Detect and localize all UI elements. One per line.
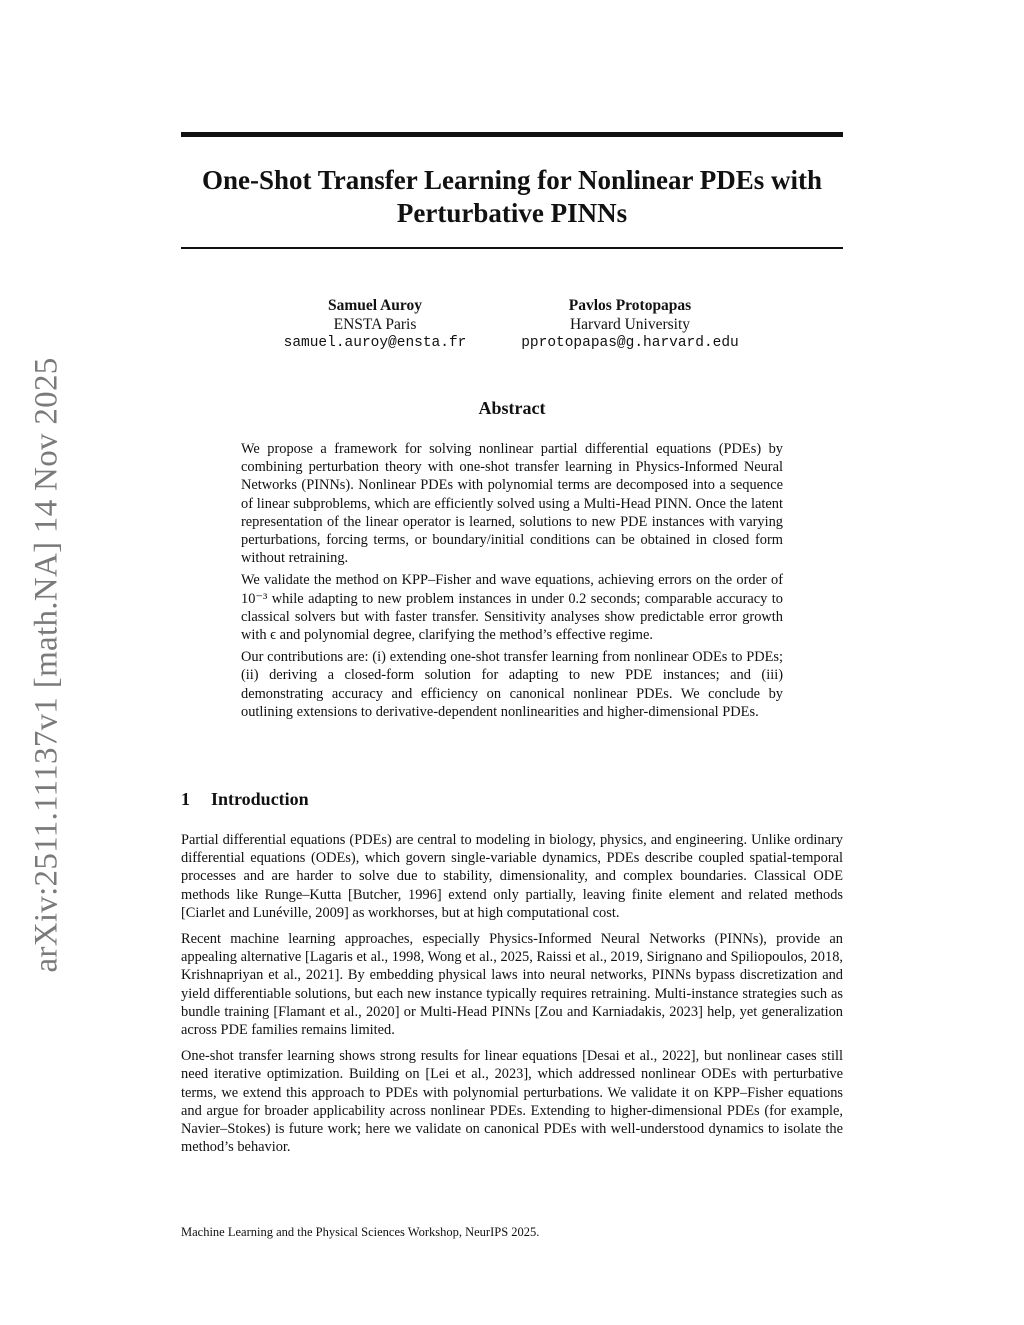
author-email[interactable]: samuel.auroy@ensta.fr [283,335,467,351]
introduction-body [181,831,843,1164]
section-heading [181,789,309,810]
section-title: Introduction [211,789,309,809]
author-block-1 [270,296,480,353]
author-affiliation: ENSTA Paris [333,316,417,333]
title-rule-bottom [181,247,843,249]
abstract-paragraph: We validate the method on KPP–Fisher and wave equations, achieving errors on the order of 10⁻³ while adapting to new problem instances in under 0.2 seconds; comparable accuracy to classical solvers but with faster transfer. Sensitivity analyses show predictable error growth with ϵ and polynomial degree, clarifying the method’s effective regime. [241,572,783,644]
section-number: 1 [181,789,190,809]
title-line-2: Perturbative PINNs [396,198,628,228]
author-name: Samuel Auroy [327,297,423,314]
paper-title [181,164,843,230]
intro-paragraph: One-shot transfer learning shows strong results for linear equations [Desai et al., 2022], but nonlinear cases still need iterative optimization. Building on [Lei et al., 2023], which addressed nonlinear ODEs with perturbative terms, we extend this approach to PDEs with polynomial perturbations. We validate it on KPP–Fisher equations and argue for broader applicability across nonlinear PDEs. Extending to higher-dimensional PDEs (for example, Navier–Stokes) is future work; here we validate on canonical PDEs with well-understood dynamics to isolate the method’s behavior. [181,1048,843,1156]
title-line-1: One-Shot Transfer Learning for Nonlinear PDEs with [201,165,823,195]
author-name: Pavlos Protopapas [568,297,692,314]
author-block-2 [510,296,750,353]
arxiv-stamp: arXiv:2511.11137v1 [math.NA] 14 Nov 2025 [28,357,65,973]
author-email[interactable]: pprotopapas@g.harvard.edu [521,335,739,351]
abstract-body [241,440,783,725]
intro-paragraph: Partial differential equations (PDEs) are central to modeling in biology, physics, and engineering. Unlike ordinary differential equations (ODEs), which govern single-variable dynamics, PDEs describe coupled spatial-temporal processes and are harder to solve due to stability, dimensionality, and complex boundaries. Classical ODE methods like Runge–Kutta [Butcher, 1996] extend only partially, leaving finite element and related methods [Ciarlet and Lunéville, 2009] as workhorses, but at high computational cost. [181,832,843,921]
title-rule-top [181,132,843,137]
abstract-heading: Abstract [478,398,546,418]
abstract-paragraph: We propose a framework for solving nonlinear partial differential equations (PDEs) by combining perturbation theory with one-shot transfer learning in Physics-Informed Neural Networks (PINNs). Nonlinear PDEs with polynomial terms are decomposed into a sequence of linear subproblems, which are efficiently solved using a Multi-Head PINN. Once the latent representation of the linear operator is learned, solutions to new PDE instances with varying perturbations, forcing terms, or boundary/initial conditions can be obtained in closed form without retraining. [241,441,783,567]
footer-note: Machine Learning and the Physical Sciences Workshop, NeurIPS 2025. [181,1225,540,1239]
author-affiliation: Harvard University [569,316,691,333]
abstract-paragraph: Our contributions are: (i) extending one-shot transfer learning from nonlinear ODEs to PDEs; (ii) deriving a closed-form solution for adapting to new PDE instances; and (iii) demonstrating accuracy and efficiency on canonical nonlinear PDEs. We conclude by outlining extensions to derivative-dependent nonlinearities and higher-dimensional PDEs. [241,649,783,720]
intro-paragraph: Recent machine learning approaches, especially Physics-Informed Neural Networks (PINNs), provide an appealing alternative [Lagaris et al., 1998, Wong et al., 2025, Raissi et al., 2019, Sirignano and Spiliopoulos, 2018, Krishnapriyan et al., 2021]. By embedding physical laws into neural networks, PINNs bypass discretization and yield differentiable solutions, but each new instance typically requires retraining. Multi-instance strategies such as bundle training [Flamant et al., 2020] or Multi-Head PINNs [Zou and Karniadakis, 2023] help, yet generalization across PDE families remains limited. [181,931,843,1039]
